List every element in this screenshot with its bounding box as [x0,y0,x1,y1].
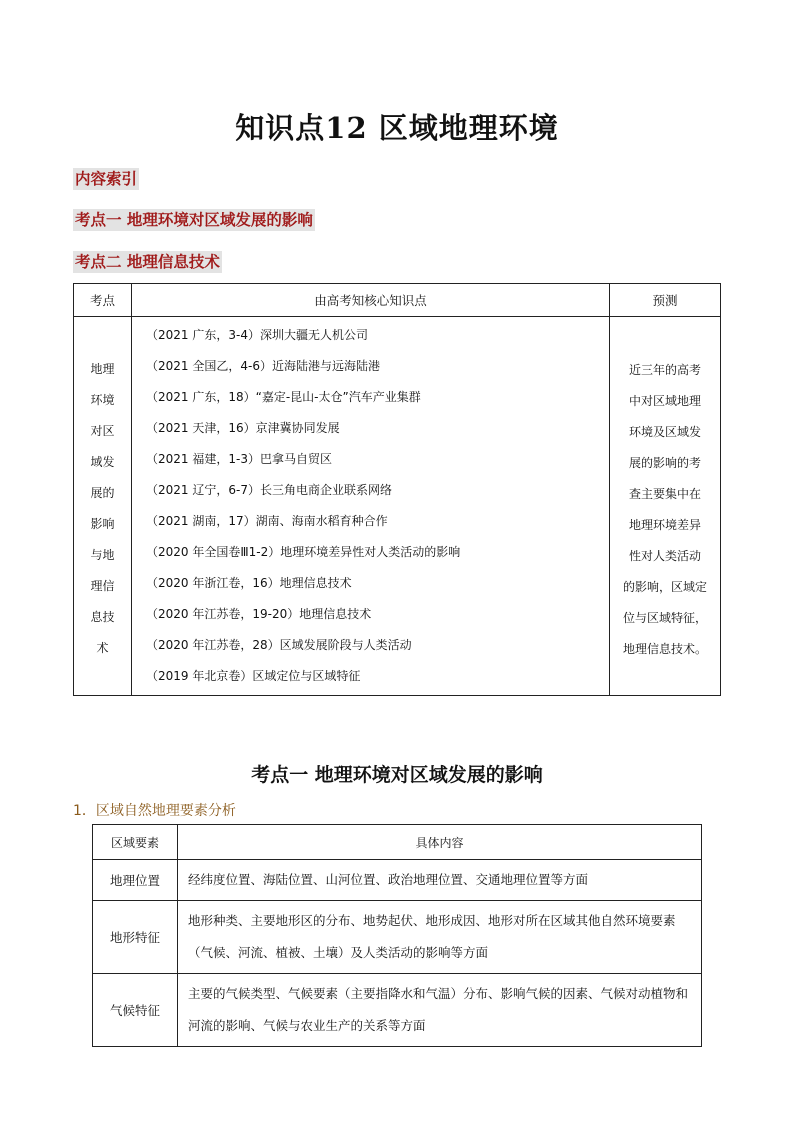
element-content: 经纬度位置、海陆位置、山河位置、政治地理位置、交通地理位置等方面 [178,860,702,901]
prediction-line: 近三年的高考 [628,362,701,377]
region-elements-table [92,824,702,1047]
kaodian-line: 影响 [90,516,115,531]
exam-topics-table [73,283,721,696]
kaodian-line: 理信 [90,578,115,593]
header-content: 具体内容 [178,825,702,860]
prediction-line: 位与区域特征， [622,610,707,625]
topic-2-label: 考点二 地理信息技术 [75,252,220,271]
element-content: 主要的气候类型、气候要素（主要指降水和气温）分布、影响气候的因素、气候对动植物和河流的影响、气候与农业生产的关系等方面 [178,974,702,1047]
prediction-line: 展的影响的考 [628,455,701,470]
section-heading: 考点一 地理环境对区域发展的影响 [251,764,543,786]
kaodian-cell [74,317,132,696]
element-name: 地形特征 [93,901,178,974]
source-item: （2021 天津，16）京津冀协同发展 [146,421,340,435]
element-name: 地理位置 [93,860,178,901]
source-item: （2021 辽宁，6-7）长三角电商企业联系网络 [146,483,392,497]
source-item: （2021 广东，3-4）深圳大疆无人机公司 [146,328,368,342]
source-item: （2020 年江苏卷，19-20）地理信息技术 [146,607,372,621]
prediction-line: 环境及区域发 [628,424,701,439]
source-item: （2021 福建，1-3）巴拿马自贸区 [146,452,332,466]
source-item: （2020 年江苏卷，28）区域发展阶段与人类活动 [146,638,412,652]
kaodian-line: 域发 [90,454,115,469]
source-item: （2021 湖南，17）湖南、海南水稻育种合作 [146,514,388,528]
source-item: （2019 年北京卷）区域定位与区域特征 [146,669,361,683]
kaodian-line: 息技 [90,609,115,624]
kaodian-line: 地理 [90,361,115,376]
source-item: （2020 年浙江卷，16）地理信息技术 [146,576,352,590]
prediction-line: 的影响，区域定 [622,579,707,594]
source-item: （2021 全国乙，4-6）近海陆港与远海陆港 [146,359,380,373]
prediction-line: 查主要集中在 [628,486,701,501]
kaodian-line: 与地 [90,547,115,562]
header-knowledge: 由高考知核心知识点 [132,284,610,317]
prediction-line: 性对人类活动 [628,548,701,563]
table-row [93,901,702,974]
kaodian-line: 环境 [90,392,115,407]
topic-1-label: 考点一 地理环境对区域发展的影响 [75,210,313,229]
header-prediction: 预测 [610,284,721,317]
header-element: 区域要素 [93,825,178,860]
prediction-line: 地理环境差异 [628,517,701,532]
table-row [93,860,702,901]
source-item: （2020 年全国卷Ⅲ1-2）地理环境差异性对人类活动的影响 [146,545,461,559]
content-index-label: 内容索引 [75,169,138,188]
page-title: 知识点12 区域地理环境 [235,111,559,145]
prediction-cell [610,317,721,696]
sources-cell [132,317,610,696]
table-row [93,974,702,1047]
element-content: 地形种类、主要地形区的分布、地势起伏、地形成因、地形对所在区域其他自然环境要素（气候、河流、植被、土壤）及人类活动的影响等方面 [178,901,702,974]
source-item: （2021 广东，18）“嘉定-昆山-太仓”汽车产业集群 [146,390,421,404]
prediction-line: 地理信息技术。 [622,641,707,656]
table-row [74,317,721,696]
kaodian-line: 对区 [90,423,115,438]
section-subheading: 1．区域自然地理要素分析 [73,803,236,819]
element-name: 气候特征 [93,974,178,1047]
kaodian-line: 展的 [90,485,115,500]
kaodian-line: 术 [96,640,109,655]
prediction-line: 中对区域地理 [628,393,701,408]
table-header-row [74,284,721,317]
header-kaodian: 考点 [74,284,132,317]
table-header-row [93,825,702,860]
